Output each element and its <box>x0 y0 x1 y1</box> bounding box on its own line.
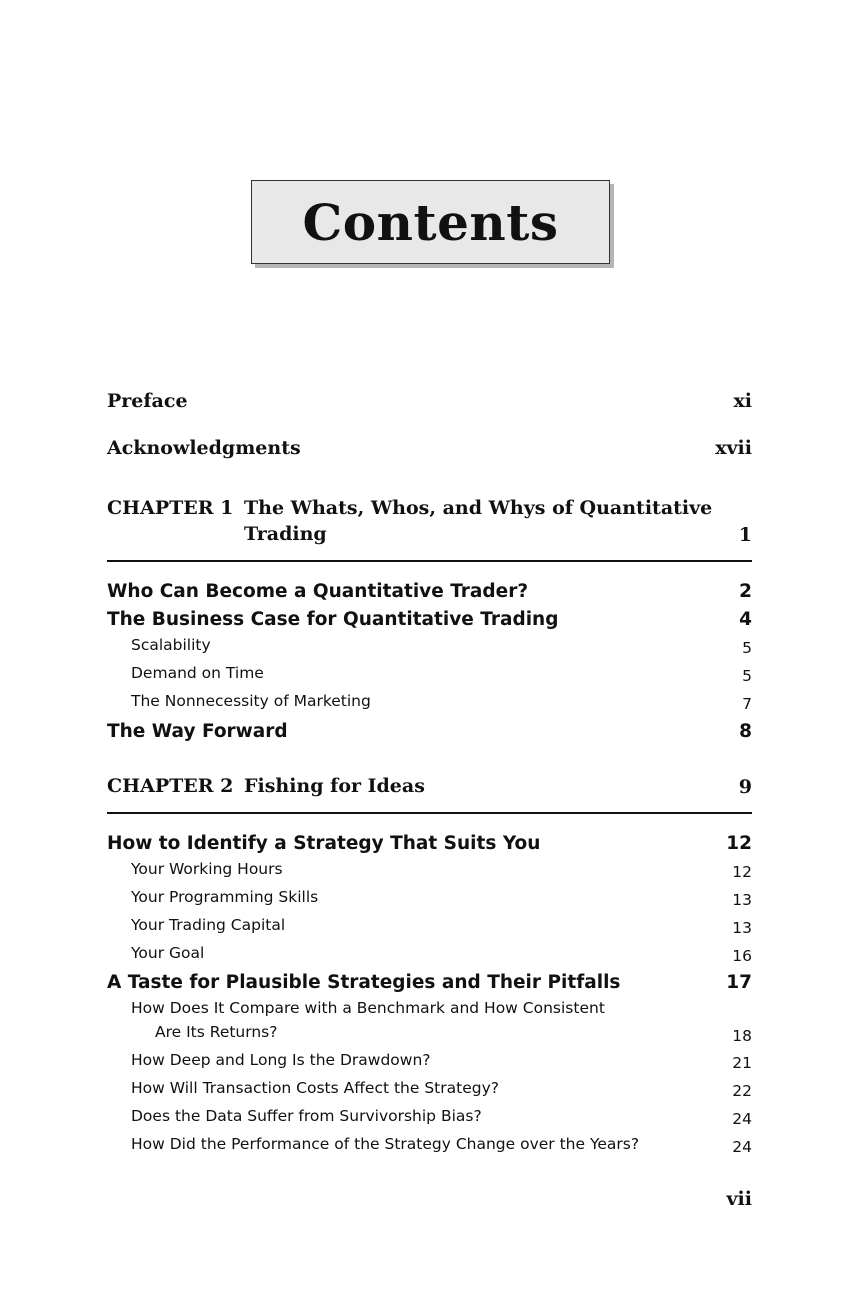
section-title: The Business Case for Quantitative Trading <box>107 609 559 630</box>
subsection-page: 5 <box>742 639 752 657</box>
subsection-title: Demand on Time <box>131 664 264 682</box>
section-page: 12 <box>726 833 752 854</box>
subsection-title: Scalability <box>131 636 211 654</box>
section-page: 2 <box>739 581 752 602</box>
subsection-title: Your Trading Capital <box>131 916 286 934</box>
chapter-page: 1 <box>738 524 752 546</box>
toc-entry-preface[interactable] <box>107 390 752 412</box>
page-number: vii <box>726 1188 752 1210</box>
toc-section[interactable] <box>107 833 752 854</box>
toc-subsection[interactable] <box>131 944 752 965</box>
subsection-page: 21 <box>732 1054 752 1072</box>
toc-section[interactable] <box>107 609 752 630</box>
entry-page: xi <box>733 390 752 412</box>
subsection-title: Your Working Hours <box>131 860 283 878</box>
chapter-label: CHAPTER 1 <box>107 497 234 519</box>
toc-subsection[interactable] <box>131 916 752 937</box>
subsection-page: 5 <box>742 667 752 685</box>
subsection-page: 12 <box>732 863 752 881</box>
section-page: 4 <box>739 609 752 630</box>
toc-subsection[interactable] <box>131 1135 752 1156</box>
section-page: 8 <box>739 721 752 742</box>
toc-section[interactable] <box>107 581 752 602</box>
toc-subsection[interactable] <box>131 860 752 881</box>
subsection-page: 13 <box>732 919 752 937</box>
subsection-title: Your Programming Skills <box>131 888 319 906</box>
toc-entry-acknowledgments[interactable] <box>107 437 752 459</box>
toc-subsection[interactable] <box>131 692 752 713</box>
page-title: Contents <box>302 192 559 252</box>
subsection-title: How Deep and Long Is the Drawdown? <box>131 1051 431 1069</box>
toc-section[interactable] <box>107 972 752 993</box>
subsection-title: How Will Transaction Costs Affect the Strategy? <box>131 1079 499 1097</box>
subsection-page: 13 <box>732 891 752 909</box>
toc-subsection[interactable] <box>131 888 752 909</box>
section-title: The Way Forward <box>107 721 288 742</box>
entry-title: Preface <box>107 390 188 412</box>
toc-subsection[interactable] <box>131 1079 752 1100</box>
subsection-page: 24 <box>732 1110 752 1128</box>
chapter-label: CHAPTER 2 <box>107 775 234 797</box>
section-title: Who Can Become a Quantitative Trader? <box>107 581 529 602</box>
chapter-title-line-1: Fishing for Ideas <box>244 775 425 797</box>
subsection-page: 7 <box>742 695 752 713</box>
entry-page: xvii <box>715 437 752 459</box>
chapter-2-rule <box>107 812 752 814</box>
toc-subsection[interactable] <box>131 1051 752 1072</box>
chapter-title-line-1: The Whats, Whos, and Whys of Quantitative <box>244 497 713 519</box>
toc-subsection[interactable] <box>131 1107 752 1128</box>
subsection-title: The Nonnecessity of Marketing <box>131 692 371 710</box>
chapter-page: 9 <box>738 776 752 798</box>
entry-title: Acknowledgments <box>107 437 301 459</box>
subsection-page: 16 <box>732 947 752 965</box>
subsection-page: 18 <box>732 1027 752 1045</box>
subsection-title: Your Goal <box>131 944 205 962</box>
section-page: 17 <box>726 972 752 993</box>
section-title: A Taste for Plausible Strategies and Their Pitfalls <box>107 972 621 993</box>
subsection-title: Does the Data Suffer from Survivorship Bias? <box>131 1107 482 1125</box>
subsection-title: How Does It Compare with a Benchmark and How Consistent <box>131 999 605 1017</box>
subsection-continuation <box>155 1023 752 1045</box>
toc-subsection[interactable] <box>131 636 752 657</box>
subsection-page: 22 <box>732 1082 752 1100</box>
subsection-title: How Did the Performance of the Strategy Change over the Years? <box>131 1135 640 1153</box>
toc-section[interactable] <box>107 721 752 742</box>
chapter-title-line-2: Trading <box>244 523 327 545</box>
subsection-page: 24 <box>732 1138 752 1156</box>
contents-title-box <box>251 180 610 264</box>
subsection-title-cont: Are Its Returns? <box>155 1023 278 1041</box>
section-title: How to Identify a Strategy That Suits You <box>107 833 541 854</box>
chapter-1-rule <box>107 560 752 562</box>
toc-subsection[interactable] <box>131 664 752 685</box>
